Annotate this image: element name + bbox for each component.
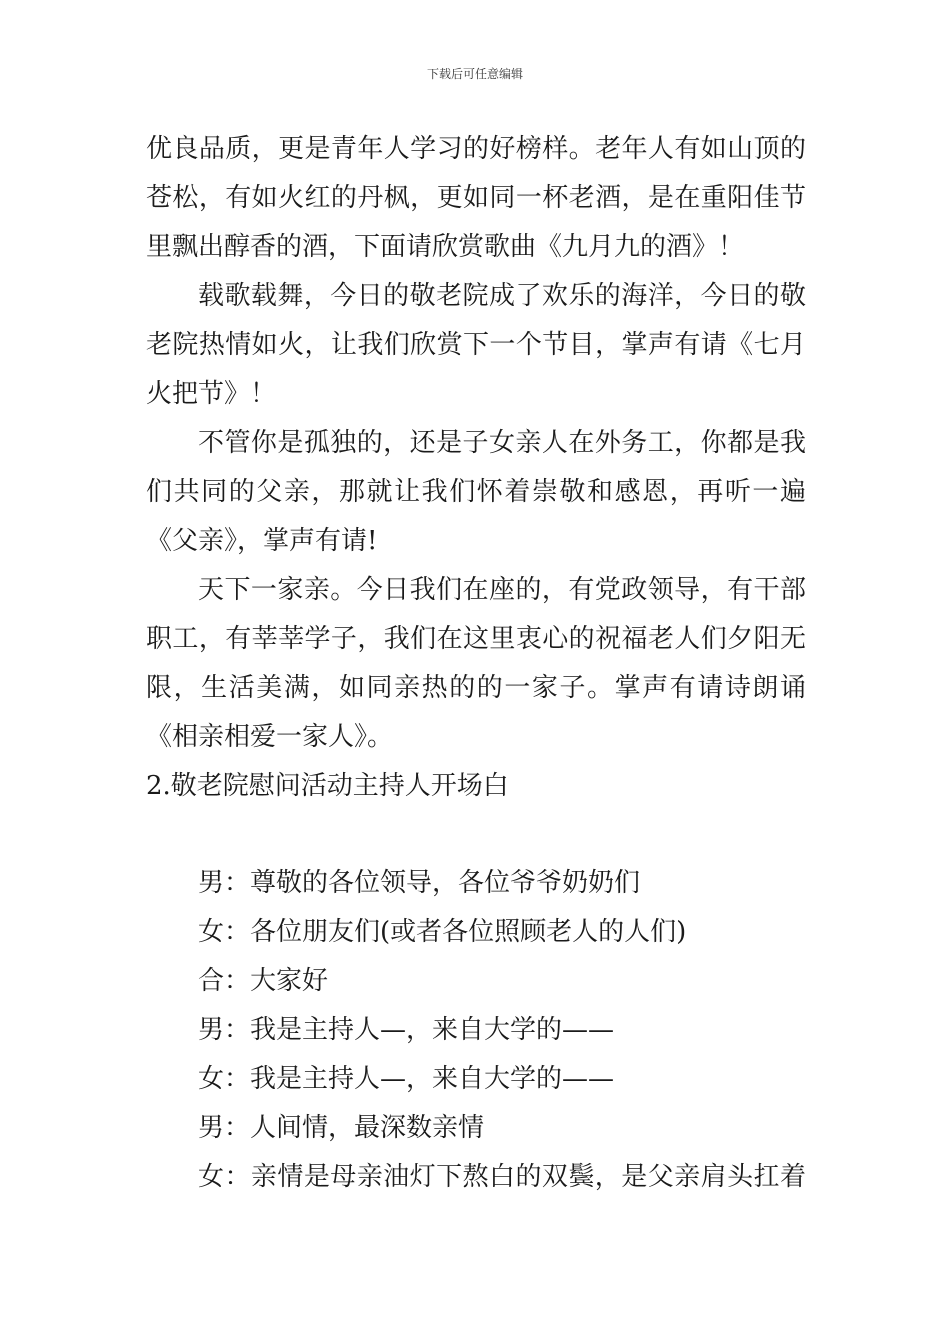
text-line: 们共同的父亲，那就让我们怀着崇敬和感恩，再听一遍 [146,477,806,507]
document-body [146,125,806,1202]
text-line: 老院热情如火，让我们欣赏下一个节目，掌声有请《七月 [146,330,806,360]
paragraph-first-line: 载歌载舞，今日的敬老院成了欢乐的海洋，今日的敬 [198,281,806,311]
text-line: 《相亲相爱一家人》。 [146,722,394,752]
dialogue-line: 男：我是主持人—，来自大学的—— [198,1015,615,1045]
paragraph-first-line: 天下一家亲。今日我们在座的，有党政领导，有干部 [198,575,806,605]
text-line: 《父亲》，掌声有请! [146,526,378,556]
dialogue-line: 女：我是主持人—，来自大学的—— [198,1064,615,1094]
dialogue-line: 男：尊敬的各位领导，各位爷爷奶奶们 [198,868,641,898]
text-line: 限，生活美满，如同亲热的的一家子。掌声有请诗朗诵 [146,673,806,703]
dialogue-line: 女：亲情是母亲油灯下熬白的双鬓，是父亲肩头扛着 [198,1162,806,1192]
dialogue-line: 女：各位朋友们(或者各位照顾老人的人们) [198,917,687,947]
page-header: 下载后可任意编辑 [426,67,523,81]
paragraph-first-line: 不管你是孤独的，还是子女亲人在外务工，你都是我 [198,428,806,458]
dialogue-line: 合：大家好 [198,966,329,996]
text-line: 职工，有莘莘学子，我们在这里衷心的祝福老人们夕阳无 [146,624,806,654]
text-line: 优良品质，更是青年人学习的好榜样。老年人有如山顶的 [146,134,806,164]
blank-line [146,811,806,859]
dialogue-line: 男：人间情，最深数亲情 [198,1113,485,1143]
text-line: 火把节》！ [146,379,277,409]
text-line: 苍松，有如火红的丹枫，更如同一杯老酒，是在重阳佳节 [146,183,806,213]
text-line: 里飘出醇香的酒，下面请欣赏歌曲《九月九的酒》！ [146,232,745,262]
section-heading: 2.敬老院慰问活动主持人开场白 [146,771,509,801]
